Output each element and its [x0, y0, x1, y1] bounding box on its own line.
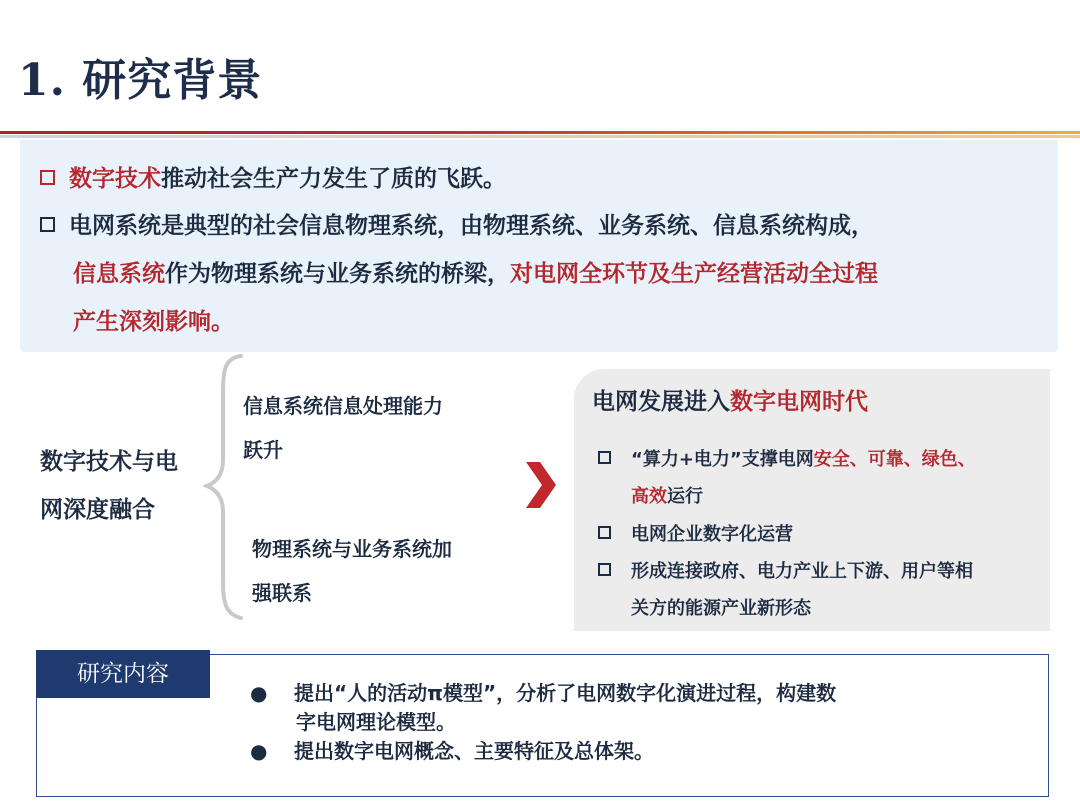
era-title: [592, 383, 868, 416]
era-item-new-form-cont: [631, 590, 811, 627]
physical-system-item: [252, 527, 512, 615]
era-item-compute-power-cont: [631, 478, 703, 515]
item-text: 形成连接政府、电力产业上下游、用户等相: [631, 561, 973, 582]
item-text: “算力+电力”支撑电网: [631, 449, 814, 470]
square-bullet-icon: [598, 451, 611, 464]
bullet-grid-system-cont2: [73, 298, 234, 346]
era-title-text: 电网发展进入: [592, 389, 730, 415]
era-title-highlight: 数字电网时代: [730, 389, 868, 415]
fusion-label-line: 数字技术与电: [40, 449, 178, 475]
item-text: 运行: [667, 486, 703, 507]
bullet-text: 电网系统是典型的社会信息物理系统，由物理系统、业务系统、信息系统构成，: [69, 213, 874, 239]
curly-brace-icon: [203, 352, 247, 622]
bullet-dot-icon: ●: [250, 681, 268, 705]
item-text: 字电网理论模型。: [296, 710, 456, 734]
item-highlight: 安全、可靠、绿色、: [813, 449, 976, 470]
square-bullet-icon: [40, 170, 55, 185]
fusion-label: [40, 438, 210, 534]
item-line: 信息系统信息处理能力: [243, 394, 443, 418]
item-line: 强联系: [252, 581, 312, 605]
square-bullet-icon: [40, 217, 55, 232]
square-bullet-icon: [598, 526, 611, 539]
square-bullet-icon: [598, 563, 611, 576]
research-item-pi-model: [250, 679, 836, 708]
highlight-text: 信息系统: [73, 261, 165, 287]
item-highlight: 高效: [631, 486, 667, 507]
era-item-new-form: [598, 553, 973, 590]
bullet-grid-system: [40, 202, 874, 250]
item-text: 电网企业数字化运营: [631, 524, 793, 545]
item-text: 提出数字电网概念、主要特征及总体架。: [294, 739, 654, 763]
highlight-text: 产生深刻影响。: [73, 309, 234, 335]
bullet-text: 作为物理系统与业务系统的桥梁，: [165, 261, 510, 287]
era-item-digital-ops: [598, 516, 793, 553]
title-divider-shadow: [0, 135, 1080, 138]
info-system-item: [243, 384, 503, 472]
bullet-grid-system-cont: [73, 250, 878, 298]
item-line: 物理系统与业务系统加: [252, 537, 452, 561]
era-item-compute-power: [598, 441, 976, 478]
item-text: 提出“人的活动π模型”，分析了电网数字化演进过程，构建数: [294, 681, 837, 705]
chevron-right-icon: [524, 460, 558, 510]
research-item-pi-model-cont: [296, 708, 456, 737]
title-divider: [0, 131, 1080, 134]
item-text: 关方的能源产业新形态: [631, 598, 811, 619]
item-line: 跃升: [243, 438, 283, 462]
research-item-concept: [250, 737, 654, 766]
bullet-text: 推动社会生产力发生了质的飞跃。: [161, 166, 506, 192]
bullet-digital-tech: [40, 155, 506, 203]
bullet-dot-icon: ●: [250, 739, 268, 763]
fusion-label-line: 网深度融合: [40, 497, 155, 523]
page-title: 1. 研究背景: [18, 55, 263, 106]
highlight-text: 对电网全环节及生产经营活动全过程: [510, 261, 878, 287]
highlight-text: 数字技术: [69, 166, 161, 192]
research-content-tab: 研究内容: [36, 650, 210, 698]
